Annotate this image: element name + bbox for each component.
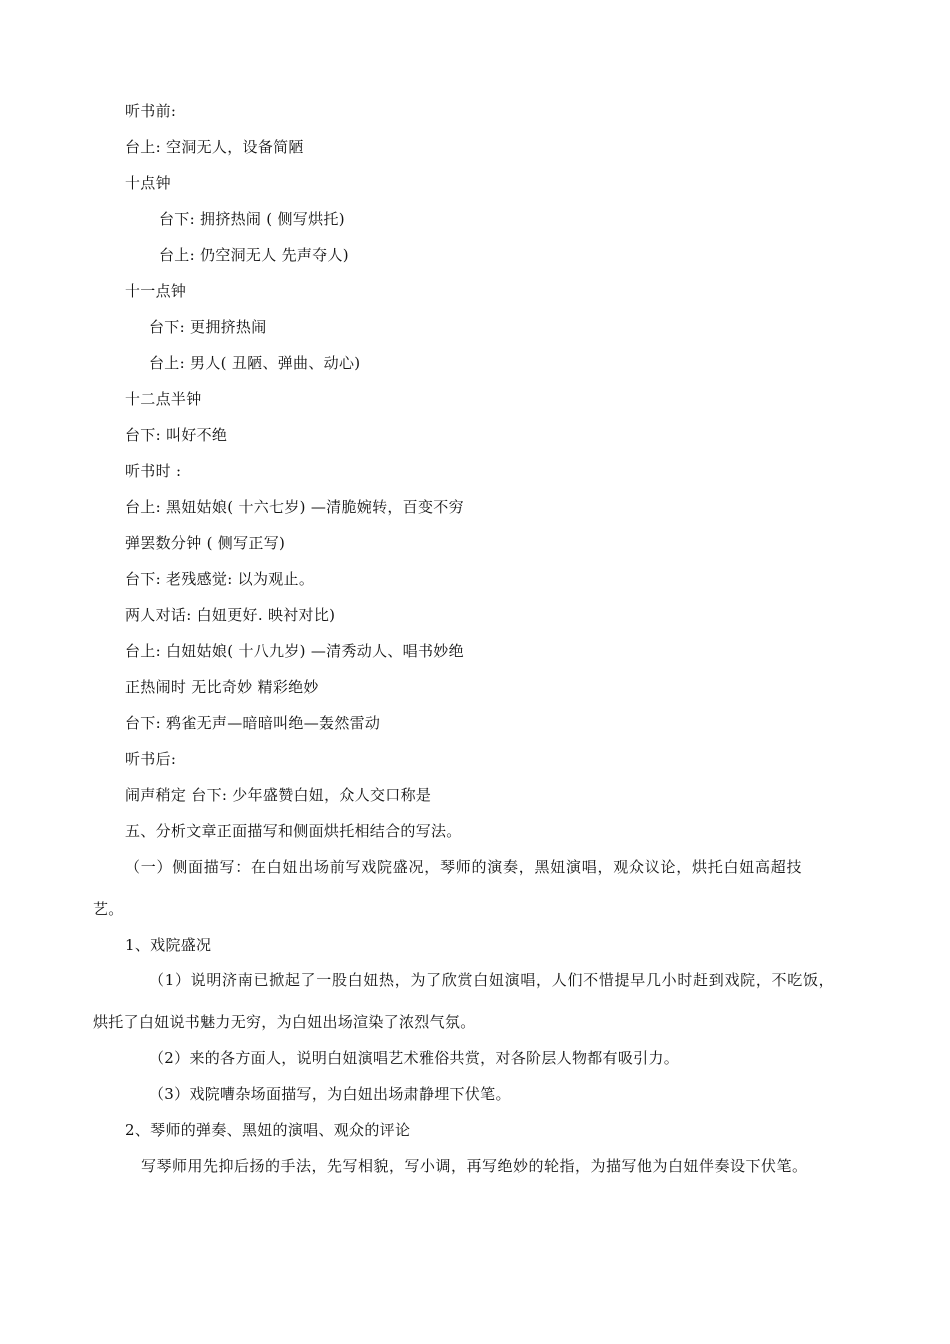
item1-heading: 1、戏院盛况 <box>125 936 212 954</box>
before-listening-heading: 听书前: <box>125 102 177 120</box>
below-applause-line: 台下: 叫好不绝 <box>125 426 228 444</box>
stage-white-niu-line: 台上: 白妞姑娘( 十八九岁) —清秀动人、唱书妙绝 <box>125 642 464 660</box>
stage-empty-line: 台上: 空洞无人，设备简陋 <box>125 138 304 156</box>
below-lao-can-line: 台下: 老残感觉: 以为观止。 <box>125 570 315 588</box>
below-crowded-line: 台下: 拥挤热闹 ( 侧写烘托) <box>159 210 345 228</box>
section-five-heading: 五、分析文章正面描写和侧面烘托相结合的写法。 <box>125 822 462 840</box>
stage-black-niu-line: 台上: 黑妞姑娘( 十六七岁) —清脆婉转，百变不穷 <box>125 498 464 516</box>
item2-heading: 2、琴师的弹奏、黑妞的演唱、观众的评论 <box>125 1121 411 1139</box>
item1-point1-line2: 烘托了白妞说书魅力无穷，为白妞出场渲染了浓烈气氛。 <box>93 1013 476 1031</box>
during-listening-heading: 听书时 : <box>125 462 182 480</box>
item1-point2: （2）来的各方面人，说明白妞演唱艺术雅俗共赏，对各阶层人物都有吸引力。 <box>149 1049 680 1067</box>
noise-settles-line: 闹声稍定 台下: 少年盛赞白妞，众人交口称是 <box>125 786 432 804</box>
below-silence-line: 台下: 鸦雀无声—暗暗叫绝—轰然雷动 <box>125 714 381 732</box>
eleven-oclock-line: 十一点钟 <box>125 282 187 300</box>
stage-man-line: 台上: 男人( 丑陋、弹曲、动心) <box>149 354 361 372</box>
item1-point1-line1: （1）说明济南已掀起了一股白妞热，为了欣赏白妞演唱，人们不惜提早几小时赶到戏院，不吃饭， <box>149 971 835 989</box>
ten-oclock-line: 十点钟 <box>125 174 171 192</box>
item1-point3: （3）戏院嘈杂场面描写，为白妞出场肃静埋下伏笔。 <box>149 1085 511 1103</box>
below-more-crowded-line: 台下: 更拥挤热闹 <box>149 318 267 336</box>
peak-moment-line: 正热闹时 无比奇妙 精彩绝妙 <box>125 678 319 696</box>
item2-text: 写琴师用先抑后扬的手法，先写相貌，写小调，再写绝妙的轮指，为描写他为白妞伴奏设下伏笔。 <box>141 1157 808 1175</box>
few-minutes-line: 弹罢数分钟 ( 侧写正写) <box>125 534 286 552</box>
half-past-twelve-line: 十二点半钟 <box>125 390 202 408</box>
stage-still-empty-line: 台上: 仍空洞无人 先声夺人) <box>159 246 349 264</box>
two-dialogue-line: 两人对话: 白妞更好. 映衬对比) <box>125 606 336 624</box>
side-description-line2: 艺。 <box>93 900 124 918</box>
after-listening-heading: 听书后: <box>125 750 177 768</box>
side-description-line1: （一）侧面描写：在白妞出场前写戏院盛况，琴师的演奏，黑妞演唱，观众议论，烘托白妞高超技 <box>125 858 803 876</box>
